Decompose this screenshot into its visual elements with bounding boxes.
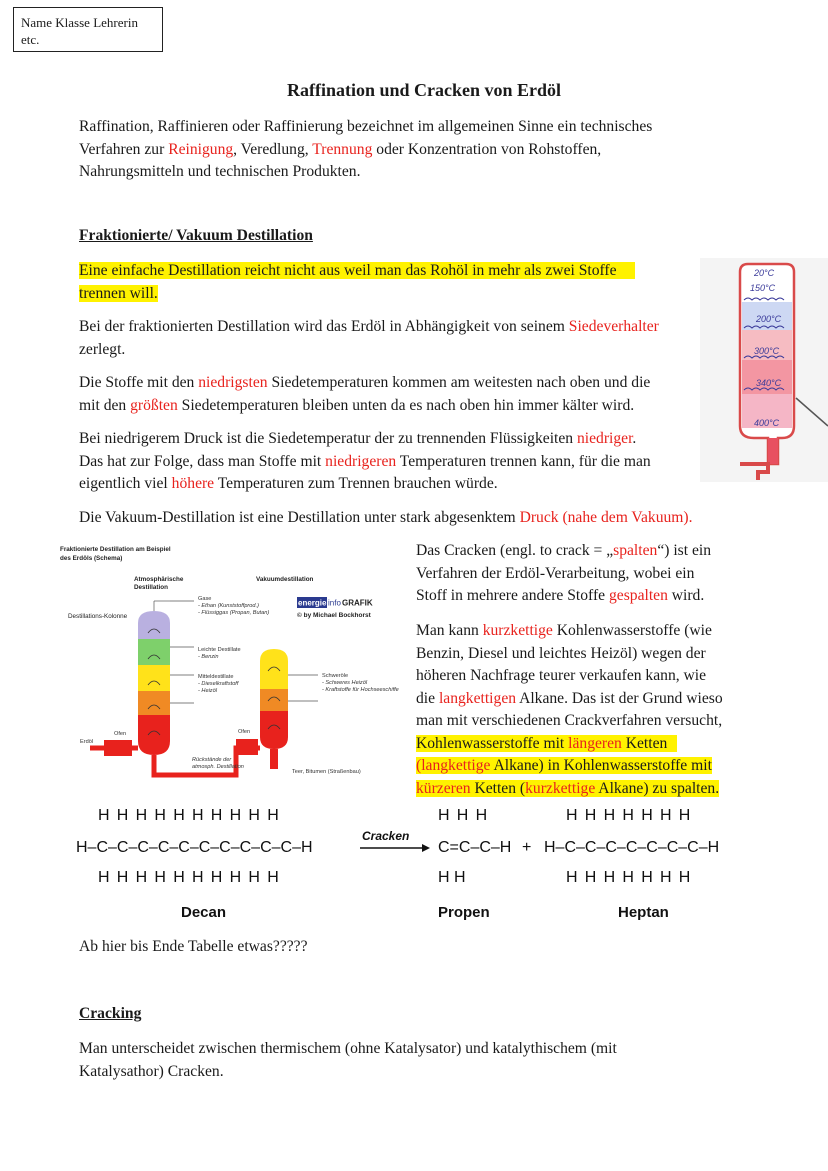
decan-bottom-h: H H H H H H H H H H — [98, 869, 281, 886]
text-span: Alkane. Das ist der Grund wieso — [516, 689, 723, 707]
propen-top-h: H H H — [438, 807, 489, 824]
word-niedrigeren: niedrigeren — [325, 452, 397, 470]
label-gase: Gase — [198, 596, 212, 602]
col1-cap — [138, 611, 170, 623]
text-span: Die Vakuum-Destillation ist eine Destillation unter stark abgesenktem — [79, 509, 520, 526]
text-span: man mit verschiedenen Crackverfahren versucht, — [416, 712, 723, 729]
text-span: Verfahren der Erdöl-Verarbeitung, wobei ein — [416, 564, 695, 582]
column-sketch — [700, 258, 828, 482]
propen-bottom-h: H H — [438, 869, 466, 886]
distillation-diagram — [60, 543, 410, 783]
section-heading-destillation: Fraktionierte/ Vakuum Destillation — [79, 227, 313, 244]
word-niedriger: niedriger — [576, 430, 633, 447]
label-schwer-1: - Schweres Heizöl — [322, 680, 368, 686]
brand-copyright: © by Michael Bockhorst — [297, 612, 371, 619]
text-span: Das Cracken (engl. to crack = „ — [416, 542, 614, 559]
intro-line1: Raffination, Raffinieren oder Raffinierung bezeichnet im allgemeinen Sinne ein technisches — [79, 118, 653, 135]
word-hoehere: höhere — [171, 475, 215, 492]
label-ofen-1: Ofen — [114, 731, 127, 737]
word-reinigung: Reinigung — [168, 140, 234, 158]
heptan-bottom-h: H H H H H H H — [566, 869, 692, 886]
highlight-cracken-3 — [416, 780, 719, 797]
text-span: Kohlenwasserstoffe mit — [416, 734, 569, 752]
name-box-line1: Name Klasse Lehrerin — [21, 15, 138, 30]
text-span: Das hat zur Folge, dass man Stoffe mit — [79, 452, 326, 470]
label-mittel-2: - Heizöl — [198, 688, 217, 694]
vacuum-column — [260, 649, 288, 749]
text-span: Temperaturen trennen kann, für die man — [396, 452, 651, 470]
intro-paragraph — [79, 116, 652, 184]
temp-200: 200°C — [756, 314, 782, 324]
label-leicht: Leichte Destillate — [198, 647, 241, 653]
label-gase-2: - Flüssiggas (Propan, Butan) — [198, 610, 270, 616]
text-span: Stoff in mehrere andere Stoffe — [416, 587, 609, 604]
oven-2 — [236, 739, 258, 755]
label-mittel-1: - Dieselkraftstoff — [198, 681, 239, 687]
diagram-title-1: Fraktionierte Destillation am Beispiel — [60, 546, 171, 553]
text-span: höheren Nachfrage teurer verkaufen kann, wie — [416, 667, 707, 684]
text-span: eigentlich viel — [79, 475, 172, 492]
intro-line2c: oder Konzentration von Rohstoffen, — [372, 140, 602, 158]
name-box-line2: etc. — [21, 32, 40, 47]
highlight-cracken-2 — [416, 757, 712, 774]
cracking-reaction — [76, 804, 756, 922]
text-span: Man unterscheidet zwischen thermischem (ohne Katalysator) und katalythischem (mit — [79, 1040, 617, 1057]
brand-info: info — [328, 598, 341, 608]
text-span: die — [416, 689, 439, 707]
diagram-title-2: des Erdöls (Schema) — [60, 555, 123, 562]
word-langkettigen: langkettigen — [438, 689, 517, 707]
label-erdoel: Erdöl — [80, 739, 94, 745]
text-span: Alkane) in Kohlenwasserstoffe mit — [490, 757, 712, 774]
note-line: Ab hier bis Ende Tabelle etwas????? — [79, 938, 308, 955]
label-mittel: Mitteldestillate — [198, 674, 234, 680]
text-span: wird. — [667, 587, 705, 604]
text-span: Bei der fraktionierten Destillation wird das Erdöl in Abhängigkeit von seinem — [79, 318, 569, 335]
text-span: Katalysathor) Cracken. — [79, 1062, 224, 1080]
highlight-sentence — [79, 260, 635, 305]
atmospheric-column — [138, 611, 170, 755]
intro-line3: Nahrungsmitteln und technischen Produkten. — [79, 163, 361, 180]
label-kolonne: Destillations-Kolonne — [68, 613, 128, 620]
label-rueck-2: atmosph. Destillation — [192, 764, 244, 770]
text-span: “) ist ein — [657, 542, 712, 559]
text-span: Die Stoffe mit den — [79, 374, 199, 391]
text-span: Siedetemperaturen kommen am weitesten nach oben und die — [267, 374, 651, 391]
decan-top-h: H H H H H H H H H H — [98, 807, 281, 824]
arrow-head — [422, 844, 430, 852]
oven-1 — [104, 740, 132, 756]
paragraph-siedetemperaturen — [79, 372, 650, 417]
label-atmo-2: Destillation — [134, 584, 168, 591]
arrow-label: Cracken — [362, 829, 410, 843]
temp-150: 150°C — [750, 283, 776, 293]
highlight-line2: trennen will. — [79, 284, 158, 302]
text-span: Bei niedrigerem Druck ist die Siedetemperatur der zu trennenden Flüssigkeiten — [79, 430, 577, 447]
word-groessten: größten — [130, 396, 178, 414]
text-span: . — [632, 430, 637, 447]
label-ofen-2: Ofen — [238, 729, 251, 735]
paragraph-siedeverhalten — [79, 316, 659, 361]
decan-chain: H–C–C–C–C–C–C–C–C–C–C–H — [76, 839, 313, 856]
temp-400: 400°C — [754, 418, 780, 428]
highlight-line1: Eine einfache Destillation reicht nicht aus weil man das Rohöl in mehr als zwei Stoffe — [79, 262, 635, 279]
intro-line2a: Verfahren zur — [79, 140, 169, 158]
temp-20: 20°C — [754, 268, 775, 278]
label-schwer-2: - Kraftstoffe für Hochseeschiffe — [322, 687, 399, 693]
text-span: Siedetemperaturen bleiben unten da es nach oben hin immer kälter wird. — [177, 396, 635, 414]
paragraph-druck — [79, 428, 651, 496]
heptan-top-h: H H H H H H H — [566, 807, 692, 824]
temp-340: 340°C — [756, 378, 782, 388]
label-gase-1: - Ethan (Kunststoffprod.) — [198, 603, 259, 609]
label-vakuum: Vakuumdestillation — [256, 576, 314, 583]
label-decan: Decan — [181, 904, 227, 921]
word-spalten: spalten — [613, 542, 658, 559]
word-druck-vakuum: Druck (nahe dem Vakuum). — [519, 509, 693, 526]
label-rueck-1: Rückstände der — [192, 757, 232, 763]
name-box — [13, 7, 163, 52]
paragraph-cracken-reason — [416, 620, 723, 800]
section-heading-cracking: Cracking — [79, 1005, 142, 1022]
column-outlet — [768, 438, 778, 464]
label-teer: Teer, Bitumen (Straßenbau) — [292, 769, 361, 775]
text-span: Benzin, Diesel und leichtes Heizöl) wegen der — [416, 644, 706, 662]
word-kuerzeren: kürzeren — [416, 779, 471, 797]
word-langkettige: (langkettige — [416, 757, 491, 774]
label-leicht-1: - Benzin — [198, 654, 219, 660]
brand-energie: energie — [298, 598, 327, 608]
heptan-chain: H–C–C–C–C–C–C–C–H — [544, 839, 720, 856]
vacuum-outlet — [270, 749, 278, 769]
word-siedeverhalten: Siedeverhalter — [568, 318, 659, 335]
intro-line2b: , Veredlung, — [233, 140, 313, 158]
text-span: Man kann — [416, 622, 483, 639]
text-span: mit den — [79, 396, 131, 414]
text-span: Ketten — [621, 734, 668, 752]
paragraph-vakuum — [79, 507, 693, 530]
brand-grafik: GRAFIK — [342, 598, 373, 608]
word-kurzkettige-2: kurzkettige — [525, 779, 596, 797]
highlight-cracken-1 — [416, 735, 677, 752]
text-span: Temperaturen zum Trennen brauchen würde. — [214, 475, 498, 492]
label-heptan: Heptan — [618, 904, 669, 921]
temp-300: 300°C — [754, 346, 780, 356]
paragraph-cracking — [79, 1038, 617, 1083]
page-title: Raffination und Cracken von Erdöl — [286, 80, 562, 100]
word-gespalten: gespalten — [608, 587, 668, 604]
text-span: Ketten ( — [470, 779, 526, 797]
text-span: Kohlenwasserstoffe (wie — [552, 622, 712, 639]
word-laengeren: längeren — [568, 734, 622, 752]
text-span: zerlegt. — [79, 340, 126, 358]
propen-chain: C=C–C–H — [438, 839, 512, 856]
word-trennung: Trennung — [312, 140, 373, 158]
paragraph-cracken-def — [416, 540, 711, 608]
word-kurzkettige: kurzkettige — [482, 622, 553, 639]
word-niedrigsten: niedrigsten — [198, 374, 268, 391]
label-propen: Propen — [438, 904, 490, 921]
text-span: Alkane) zu spalten. — [595, 779, 720, 797]
label-schwer: Schweröle — [322, 673, 349, 679]
plus-sign: + — [522, 839, 532, 856]
label-atmo-1: Atmosphärische — [134, 576, 184, 583]
